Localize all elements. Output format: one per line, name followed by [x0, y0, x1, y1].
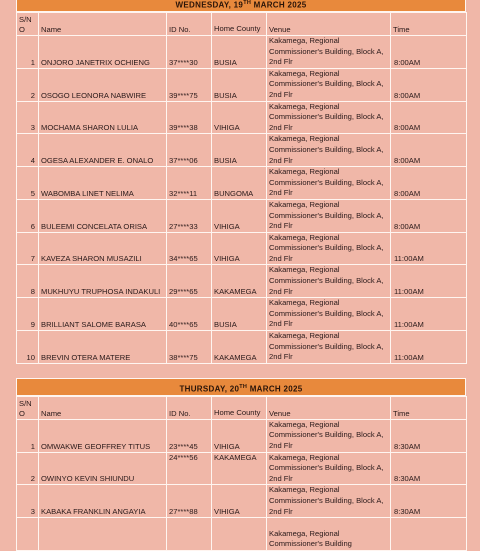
- col-header-time: Time: [391, 13, 467, 36]
- table-row: [17, 485, 467, 518]
- serial-number: 8: [17, 265, 39, 298]
- id-number: 27****88: [167, 485, 212, 518]
- home-county: VIHIGA: [212, 232, 267, 265]
- table-row: [17, 331, 467, 364]
- serial-number: [17, 518, 39, 551]
- serial-number: 1: [17, 419, 39, 452]
- interview-time: 8:00AM: [391, 167, 467, 200]
- table-row: [17, 518, 467, 551]
- home-county: [212, 518, 267, 551]
- venue: Kakamega, Regional Commissioner's Building, Block A, 2nd Flr: [267, 331, 391, 364]
- home-county: BUNGOMA: [212, 167, 267, 200]
- interview-time: 8:00AM: [391, 36, 467, 69]
- interview-time: 8:00AM: [391, 134, 467, 167]
- day-banner-month: MARCH 2025: [247, 384, 303, 394]
- id-number: 24****56: [167, 452, 212, 485]
- venue: Kakamega, Regional Commissioner's Building, Block A, 2nd Flr: [267, 232, 391, 265]
- day-banner-ordinal: TH: [243, 0, 252, 6]
- candidate-name: OMWAKWE GEOFFREY TITUS: [39, 419, 167, 452]
- serial-number: 3: [17, 485, 39, 518]
- table-row: [17, 298, 467, 331]
- serial-number: 4: [17, 134, 39, 167]
- col-header-time: Time: [391, 396, 467, 419]
- col-header-venue: Venue: [267, 13, 391, 36]
- table-row: [17, 101, 467, 134]
- home-county: BUSIA: [212, 36, 267, 69]
- interview-time: 11:00AM: [391, 232, 467, 265]
- serial-number: 2: [17, 452, 39, 485]
- header-row: [17, 13, 467, 36]
- serial-number: 9: [17, 298, 39, 331]
- candidate-name: OWINYO KEVIN SHIUNDU: [39, 452, 167, 485]
- day-banner: [16, 378, 466, 396]
- col-header-id: ID No.: [167, 13, 212, 36]
- id-number: 37****30: [167, 36, 212, 69]
- id-number: 39****75: [167, 68, 212, 101]
- serial-number: 10: [17, 331, 39, 364]
- col-header-venue: Venue: [267, 396, 391, 419]
- home-county: BUSIA: [212, 68, 267, 101]
- candidate-name: OGESA ALEXANDER E. ONALO: [39, 134, 167, 167]
- home-county: VIHIGA: [212, 485, 267, 518]
- table-row: [17, 419, 467, 452]
- venue: Kakamega, Regional Commissioner's Building, Block A, 2nd Flr: [267, 419, 391, 452]
- serial-number: 2: [17, 68, 39, 101]
- serial-number: 6: [17, 199, 39, 232]
- candidate-name: [39, 518, 167, 551]
- home-county: VIHIGA: [212, 199, 267, 232]
- interview-time: 11:00AM: [391, 298, 467, 331]
- serial-number: 5: [17, 167, 39, 200]
- home-county: KAKAMEGA: [212, 452, 267, 485]
- schedule-table: [16, 12, 467, 364]
- col-header-id: ID No.: [167, 396, 212, 419]
- candidate-name: BULEEMI CONCELATA ORISA: [39, 199, 167, 232]
- table-row: [17, 265, 467, 298]
- id-number: 23****45: [167, 419, 212, 452]
- id-number: 37****06: [167, 134, 212, 167]
- day-banner: [16, 0, 466, 12]
- header-row: [17, 396, 467, 419]
- home-county: KAKAMEGA: [212, 331, 267, 364]
- serial-number: 1: [17, 36, 39, 69]
- serial-number: 3: [17, 101, 39, 134]
- id-number: 27****33: [167, 199, 212, 232]
- table-row: [17, 68, 467, 101]
- interview-time: 11:00AM: [391, 331, 467, 364]
- day-banner-date: THURSDAY, 20: [179, 384, 240, 394]
- table-row: [17, 167, 467, 200]
- venue: Kakamega, Regional Commissioner's Building: [267, 518, 391, 551]
- col-header-county: Home County: [212, 13, 267, 36]
- table-row: [17, 199, 467, 232]
- venue: Kakamega, Regional Commissioner's Building, Block A, 2nd Flr: [267, 134, 391, 167]
- col-header-name: Name: [39, 13, 167, 36]
- col-header-county: Home County: [212, 396, 267, 419]
- table-row: [17, 134, 467, 167]
- serial-number: 7: [17, 232, 39, 265]
- venue: Kakamega, Regional Commissioner's Building, Block A, 2nd Flr: [267, 485, 391, 518]
- day-banner-month: MARCH 2025: [251, 0, 307, 10]
- candidate-name: KABAKA FRANKLIN ANGAYIA: [39, 485, 167, 518]
- venue: Kakamega, Regional Commissioner's Building, Block A, 2nd Flr: [267, 298, 391, 331]
- venue: Kakamega, Regional Commissioner's Building, Block A, 2nd Flr: [267, 36, 391, 69]
- id-number: 32****11: [167, 167, 212, 200]
- id-number: 39****38: [167, 101, 212, 134]
- id-number: 40****65: [167, 298, 212, 331]
- candidate-name: BRILLIANT SALOME BARASA: [39, 298, 167, 331]
- interview-time: 11:00AM: [391, 265, 467, 298]
- home-county: VIHIGA: [212, 419, 267, 452]
- interview-time: 8:30AM: [391, 485, 467, 518]
- col-header-sn: S/NO: [17, 396, 39, 419]
- id-number: 29****65: [167, 265, 212, 298]
- id-number: 38****75: [167, 331, 212, 364]
- interview-time: [391, 518, 467, 551]
- candidate-name: MOCHAMA SHARON LULIA: [39, 101, 167, 134]
- interview-time: 8:00AM: [391, 199, 467, 232]
- id-number: 34****65: [167, 232, 212, 265]
- id-number: [167, 518, 212, 551]
- venue: Kakamega, Regional Commissioner's Building, Block A, 2nd Flr: [267, 265, 391, 298]
- venue: Kakamega, Regional Commissioner's Building, Block A, 2nd Flr: [267, 68, 391, 101]
- table-row: [17, 232, 467, 265]
- candidate-name: WABOMBA LINET NELIMA: [39, 167, 167, 200]
- candidate-name: KAVEZA SHARON MUSAZILI: [39, 232, 167, 265]
- schedule-sheet: [16, 0, 466, 551]
- day-banner-date: WEDNESDAY, 19: [175, 0, 244, 10]
- interview-time: 8:30AM: [391, 452, 467, 485]
- col-header-name: Name: [39, 396, 167, 419]
- interview-time: 8:00AM: [391, 101, 467, 134]
- candidate-name: OSOGO LEONORA NABWIRE: [39, 68, 167, 101]
- candidate-name: BREVIN OTERA MATERE: [39, 331, 167, 364]
- interview-time: 8:30AM: [391, 419, 467, 452]
- schedule-table: [16, 396, 467, 551]
- candidate-name: ONJORO JANETRIX OCHIENG: [39, 36, 167, 69]
- venue: Kakamega, Regional Commissioner's Building, Block A, 2nd Flr: [267, 167, 391, 200]
- home-county: KAKAMEGA: [212, 265, 267, 298]
- venue: Kakamega, Regional Commissioner's Building, Block A, 2nd Flr: [267, 199, 391, 232]
- table-row: [17, 452, 467, 485]
- venue: Kakamega, Regional Commissioner's Building, Block A, 2nd Flr: [267, 101, 391, 134]
- interview-time: 8:00AM: [391, 68, 467, 101]
- home-county: VIHIGA: [212, 101, 267, 134]
- home-county: BUSIA: [212, 134, 267, 167]
- col-header-sn: S/NO: [17, 13, 39, 36]
- candidate-name: MUKHUYU TRUPHOSA INDAKULI: [39, 265, 167, 298]
- table-row: [17, 36, 467, 69]
- day-banner-ordinal: TH: [239, 383, 248, 390]
- home-county: BUSIA: [212, 298, 267, 331]
- venue: Kakamega, Regional Commissioner's Building, Block A, 2nd Flr: [267, 452, 391, 485]
- section-gap: [16, 364, 466, 378]
